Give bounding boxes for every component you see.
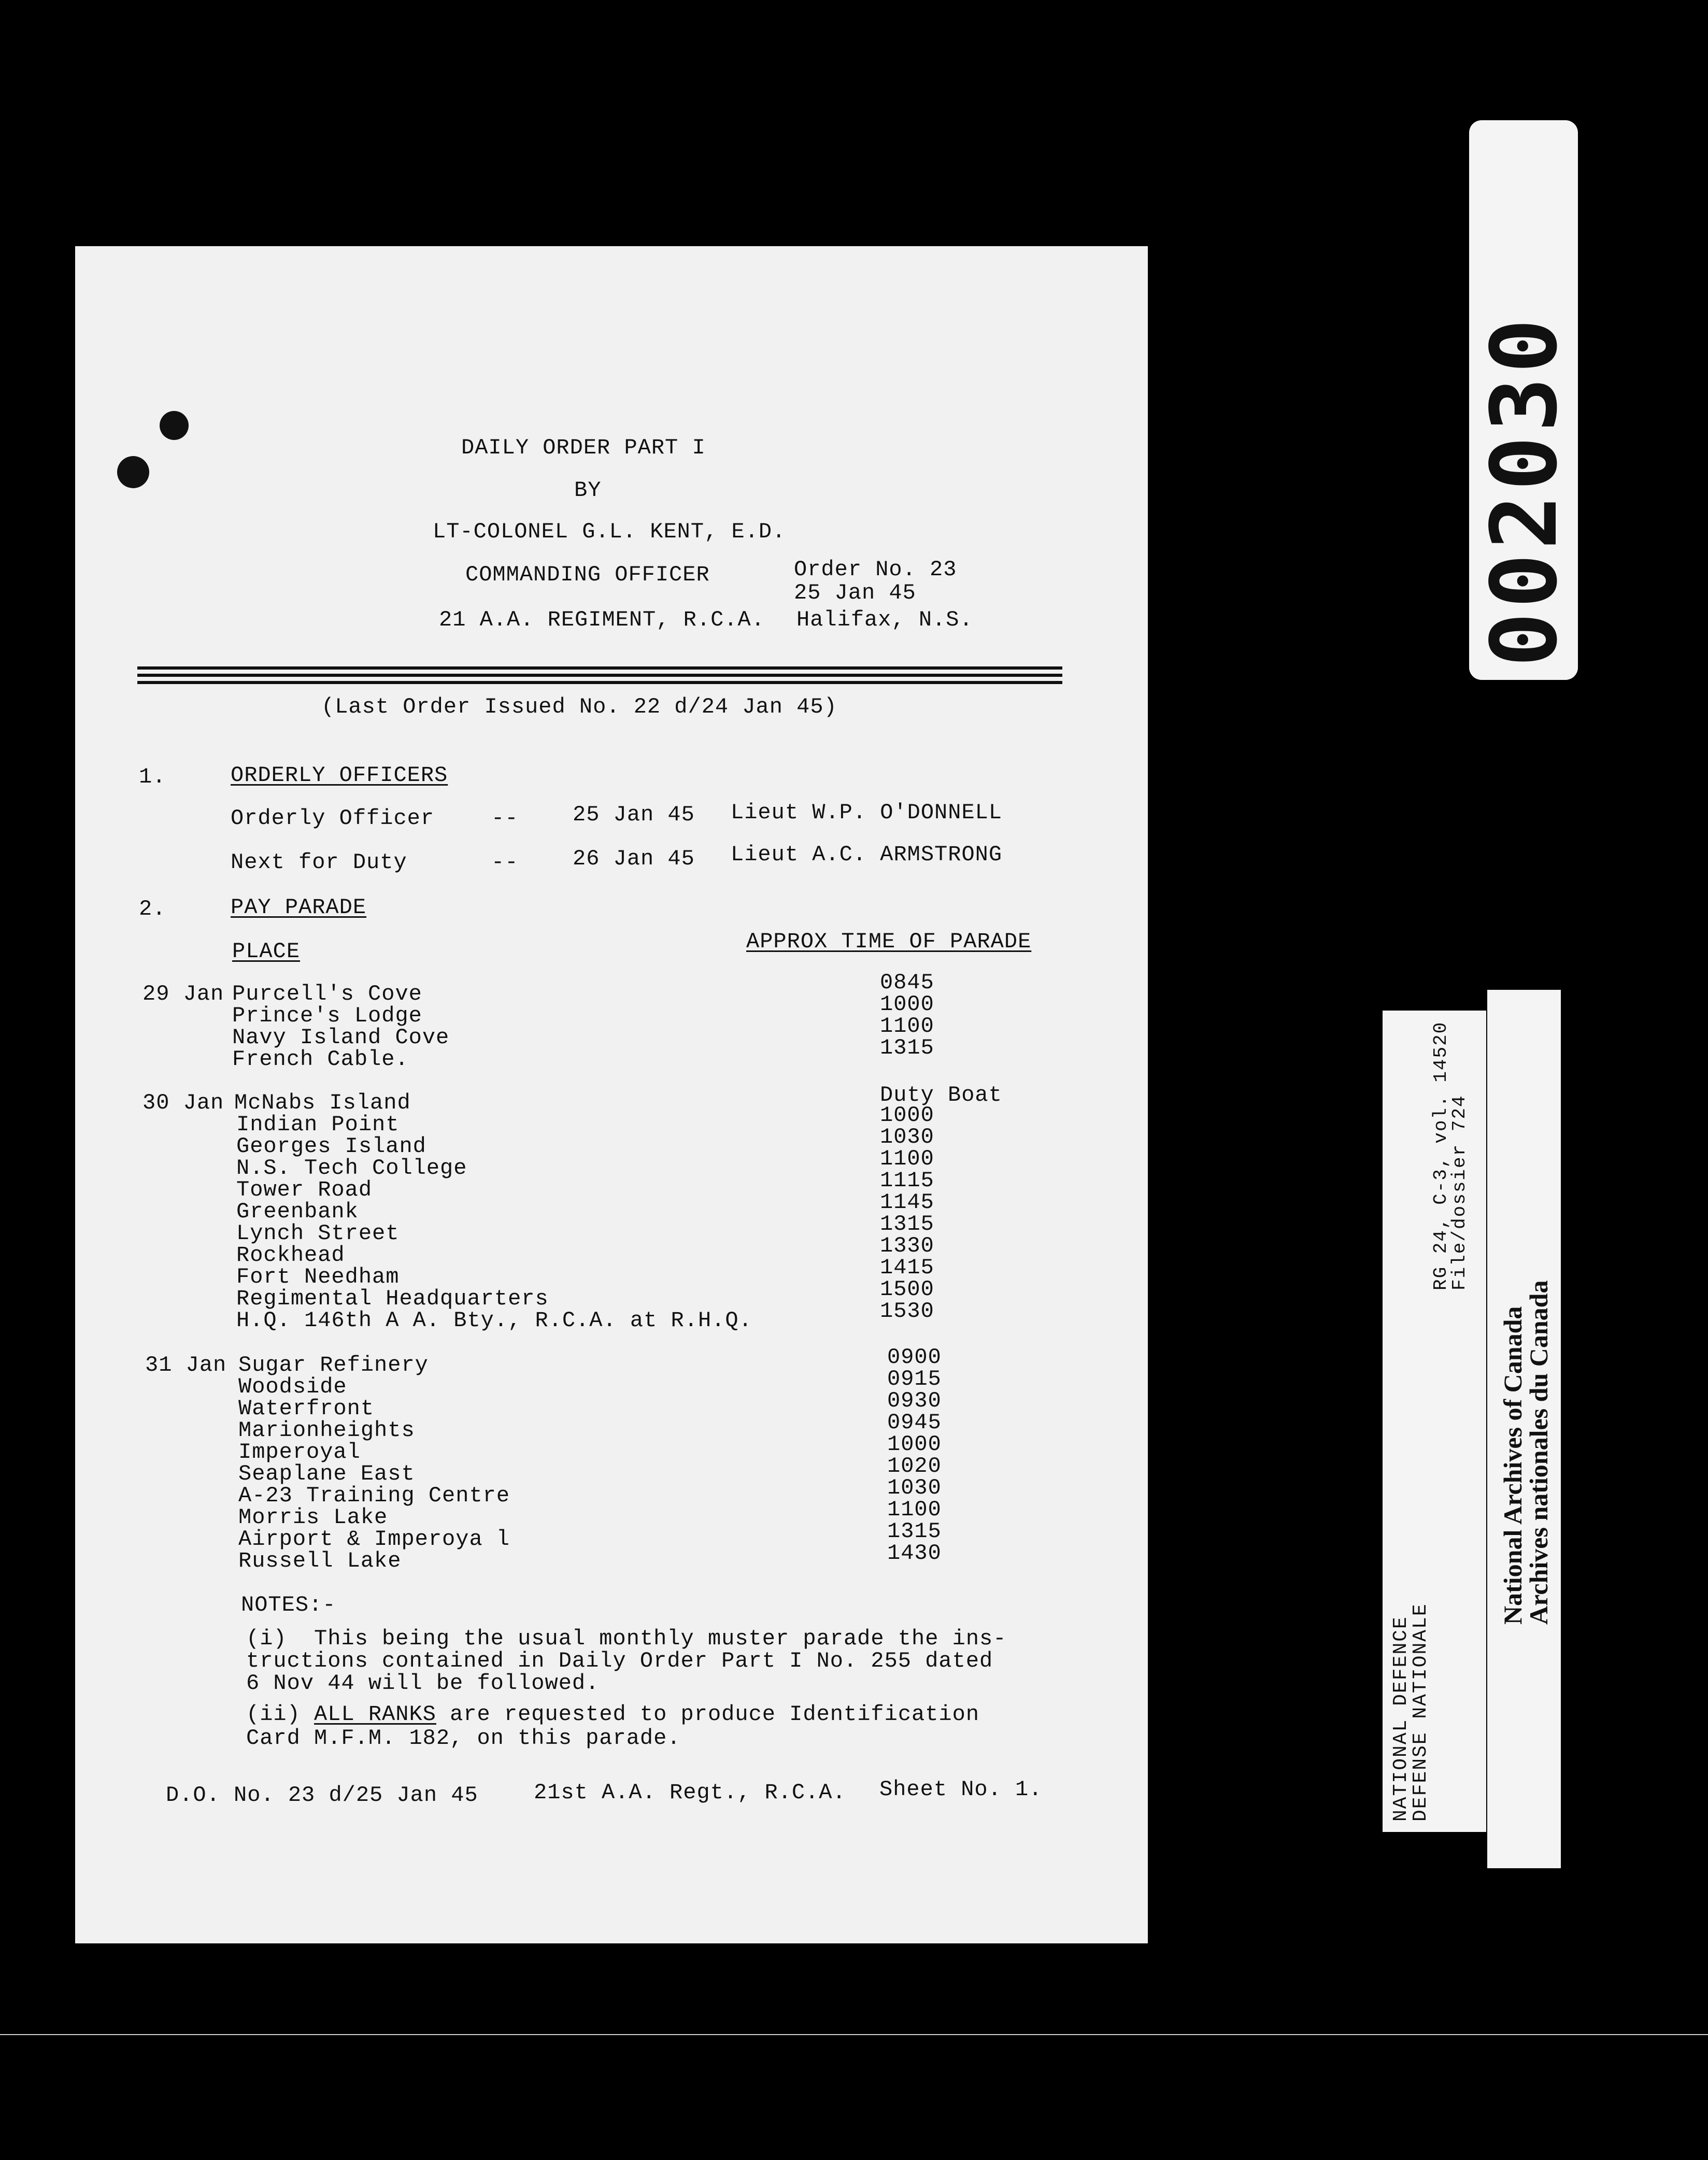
officer-position: COMMANDING OFFICER: [465, 562, 710, 587]
punch-hole: [117, 456, 149, 488]
parade-place: N.S. Tech College: [236, 1156, 467, 1181]
column-header-place: PLACE: [232, 939, 301, 964]
parade-place: Navy Island Cove: [232, 1025, 450, 1050]
footer-reference: D.O. No. 23 d/25 Jan 45: [166, 1783, 478, 1808]
parade-place: Prince's Lodge: [232, 1003, 422, 1028]
parade-place: Fort Needham: [236, 1264, 400, 1289]
parade-time: 1430: [887, 1541, 942, 1566]
note-line: Card M.F.M. 182, on this parade.: [246, 1726, 681, 1751]
parade-time: 1500: [880, 1277, 934, 1302]
divider-rule: [137, 674, 1062, 677]
section-number: 1.: [139, 764, 166, 789]
parade-time: 0845: [880, 970, 934, 995]
footer-unit: 21st A.A. Regt., R.C.A.: [534, 1780, 846, 1805]
parade-place: Lynch Street: [236, 1221, 400, 1246]
parade-place: Imperoyal: [238, 1440, 361, 1465]
archive-reference-card: [1383, 1011, 1486, 1832]
parade-place: French Cable.: [232, 1047, 409, 1072]
unit-name: 21 A.A. REGIMENT, R.C.A.: [439, 607, 765, 632]
parade-place: Sugar Refinery: [238, 1353, 429, 1377]
parade-time: 1030: [880, 1125, 934, 1149]
parade-time: 0915: [887, 1367, 942, 1391]
duty-role: Orderly Officer: [231, 806, 435, 831]
parade-place: Airport & Imperoya l: [238, 1527, 510, 1552]
parade-time: 1000: [887, 1432, 942, 1457]
duty-officer: Lieut A.C. ARMSTRONG: [731, 842, 1003, 867]
note-prefix: (ii): [246, 1702, 315, 1727]
note-line: 6 Nov 44 will be followed.: [246, 1671, 600, 1696]
section-number: 2.: [139, 897, 166, 921]
parade-place: H.Q. 146th A A. Bty., R.C.A. at R.H.Q.: [236, 1308, 752, 1333]
parade-place: Regimental Headquarters: [236, 1286, 549, 1311]
last-order-issued: (Last Order Issued No. 22 d/24 Jan 45): [321, 694, 837, 719]
parade-time: 1115: [880, 1168, 934, 1193]
parade-time: 1315: [880, 1035, 934, 1060]
footer-sheet: Sheet No. 1.: [879, 1777, 1043, 1802]
parade-time: 0900: [887, 1345, 942, 1370]
notes-heading: NOTES:-: [241, 1593, 336, 1617]
duty-date: 25 Jan 45: [573, 802, 695, 827]
parade-place: Rockhead: [236, 1243, 345, 1268]
note-line: (i) This being the usual monthly muster parade the ins-: [246, 1626, 1007, 1651]
archive-ref-line: RG 24, C-3, vol. 14520: [1430, 1021, 1451, 1290]
archives-name-en: National Archives of Canada: [1498, 1306, 1527, 1625]
parade-time: 1030: [887, 1475, 942, 1500]
note-emphasis: ALL RANKS: [314, 1702, 436, 1727]
parade-time: 1000: [880, 1103, 934, 1128]
department-line: NATIONAL DEFENCE: [1390, 1616, 1412, 1822]
duty-officer: Lieut W.P. O'DONNELL: [731, 800, 1003, 825]
order-number: Order No. 23: [794, 557, 957, 582]
parade-place: Greenbank: [236, 1199, 359, 1224]
parade-time: 1330: [880, 1233, 934, 1258]
parade-time: 1100: [887, 1497, 942, 1522]
parade-date: 30 Jan: [143, 1090, 224, 1115]
parade-place: A-23 Training Centre: [238, 1483, 510, 1508]
parade-place: McNabs Island: [234, 1090, 411, 1115]
parade-place: Georges Island: [236, 1134, 426, 1159]
archives-label: [1487, 990, 1561, 1868]
parade-time: 1415: [880, 1255, 934, 1280]
parade-time: 1000: [880, 992, 934, 1017]
parade-date: 29 Jan: [143, 982, 224, 1006]
duty-role: Next for Duty: [231, 850, 407, 875]
parade-time: 0945: [887, 1410, 942, 1435]
parade-date: 31 Jan: [145, 1353, 227, 1377]
divider-rule: [137, 681, 1062, 684]
divider-rule: [137, 666, 1062, 670]
order-location: Halifax, N.S.: [796, 607, 973, 632]
department-line: DEFENSE NATIONALE: [1410, 1603, 1432, 1822]
parade-place: Woodside: [238, 1374, 347, 1399]
duty-separator: --: [491, 806, 519, 831]
duty-date: 26 Jan 45: [573, 846, 695, 871]
parade-time: Duty Boat: [880, 1083, 1002, 1107]
column-header-time: APPROX TIME OF PARADE: [746, 929, 1032, 954]
parade-place: Marionheights: [238, 1418, 415, 1443]
parade-place: Indian Point: [236, 1112, 400, 1137]
parade-time: 1530: [880, 1299, 934, 1324]
parade-place: Purcell's Cove: [232, 982, 422, 1006]
parade-place: Morris Lake: [238, 1505, 388, 1530]
stamp-number: 002030: [1472, 314, 1577, 667]
document-title: DAILY ORDER PART I: [461, 435, 706, 460]
note-line: tructions contained in Daily Order Part I No. 255 dated: [246, 1649, 993, 1673]
note-line: [246, 1703, 979, 1725]
parade-time: 1145: [880, 1190, 934, 1215]
punch-hole: [160, 411, 189, 440]
parade-place: Waterfront: [238, 1396, 375, 1421]
parade-time: 0930: [887, 1388, 942, 1413]
section-heading: ORDERLY OFFICERS: [231, 763, 448, 788]
parade-place: Seaplane East: [238, 1461, 415, 1486]
parade-time: 1100: [880, 1146, 934, 1171]
order-date: 25 Jan 45: [794, 580, 916, 605]
parade-time: 1315: [887, 1519, 942, 1544]
archives-name-fr: Archives nationales du Canada: [1524, 1280, 1553, 1625]
parade-place: Tower Road: [236, 1177, 373, 1202]
parade-time: 1020: [887, 1454, 942, 1479]
duty-separator: --: [491, 850, 519, 875]
by-line: BY: [574, 478, 602, 503]
section-heading: PAY PARADE: [231, 895, 367, 920]
scan-baseline: [0, 2034, 1708, 2035]
note-text: are requested to produce Identification: [436, 1702, 980, 1727]
parade-place: Russell Lake: [238, 1548, 402, 1573]
parade-time: 1100: [880, 1014, 934, 1039]
officer-name: LT-COLONEL G.L. KENT, E.D.: [433, 519, 786, 544]
archive-stamp: [1469, 120, 1578, 680]
archive-ref-line: File/dossier 724: [1449, 1095, 1470, 1290]
parade-time: 1315: [880, 1212, 934, 1237]
